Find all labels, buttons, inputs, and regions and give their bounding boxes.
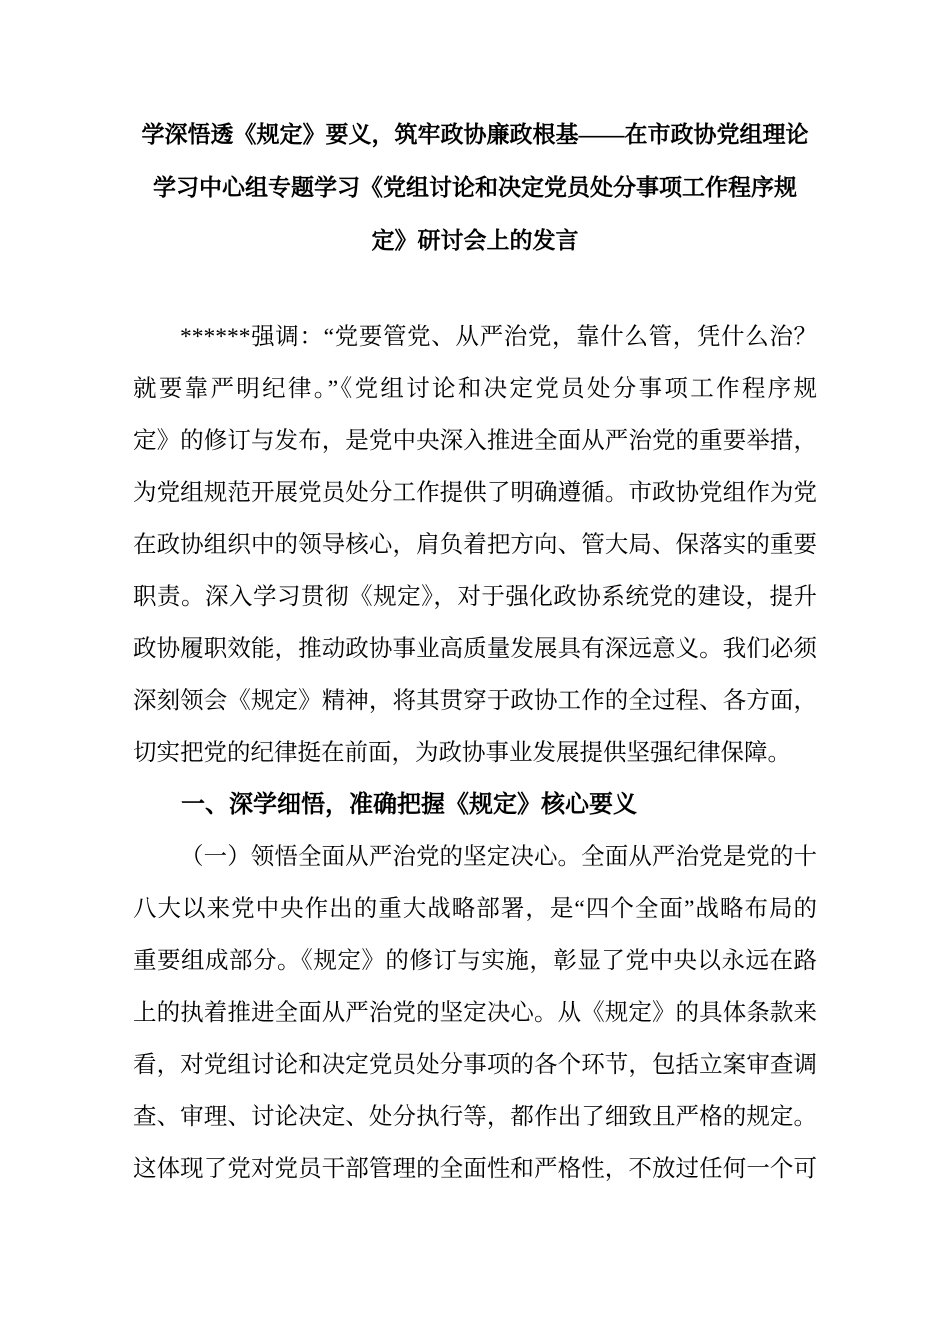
paragraph-1-line: 政协履职效能，推动政协事业高质量发展具有深远意义。我们必须: [133, 636, 817, 662]
paragraph-1-line: 在政协组织中的领导核心，肩负着把方向、管大局、保落实的重要: [133, 532, 817, 558]
paragraph-2-line: 查、审理、讨论决定、处分执行等，都作出了细致且严格的规定。: [133, 1104, 817, 1130]
paragraph-1-line: 职责。深入学习贯彻《规定》，对于强化政协系统党的建设，提升: [133, 584, 817, 610]
paragraph-1-line: ******强调：“党要管党、从严治党，靠什么管，凭什么治？: [180, 324, 817, 350]
doc-title-line-3: 定》研讨会上的发言: [371, 228, 579, 253]
paragraph-1: [133, 311, 817, 779]
paragraph-1-line: 定》的修订与发布，是党中央深入推进全面从严治党的重要举措，: [133, 428, 817, 454]
paragraph-2-line: 重要组成部分。《规定》的修订与实施，彰显了党中央以永远在路: [133, 948, 817, 974]
paragraph-2-line: （一）领悟全面从严治党的坚定决心。全面从严治党是党的十: [180, 844, 817, 870]
doc-title-line-1: 学深悟透《规定》要义，筑牢政协廉政根基——在市政协党组理论: [141, 122, 809, 147]
paragraph-1-line: 深刻领会《规定》精神，将其贯穿于政协工作的全过程、各方面，: [133, 688, 817, 714]
paragraph-1-line: 切实把党的纪律挺在前面，为政协事业发展提供坚强纪律保障。: [133, 740, 791, 766]
paragraph-2-line: 看，对党组讨论和决定党员处分事项的各个环节，包括立案审查调: [133, 1052, 817, 1078]
paragraph-1-line: 为党组规范开展党员处分工作提供了明确遵循。市政协党组作为党: [133, 480, 817, 506]
section-heading-1: 一、深学细悟，准确把握《规定》核心要义: [181, 791, 637, 818]
paragraph-2-line: 这体现了党对党员干部管理的全面性和严格性，不放过任何一个可: [133, 1156, 817, 1182]
doc-title: [133, 108, 817, 267]
paragraph-2-line: 上的执着推进全面从严治党的坚定决心。从《规定》的具体条款来: [133, 1000, 817, 1026]
paragraph-2: [133, 831, 817, 1195]
paragraph-1-line: 就要靠严明纪律。”《党组讨论和决定党员处分事项工作程序规: [133, 376, 817, 402]
doc-title-line-2: 学习中心组专题学习《党组讨论和决定党员处分事项工作程序规: [153, 175, 797, 200]
paragraph-2-line: 八大以来党中央作出的重大战略部署，是“四个全面”战略布局的: [133, 896, 817, 922]
